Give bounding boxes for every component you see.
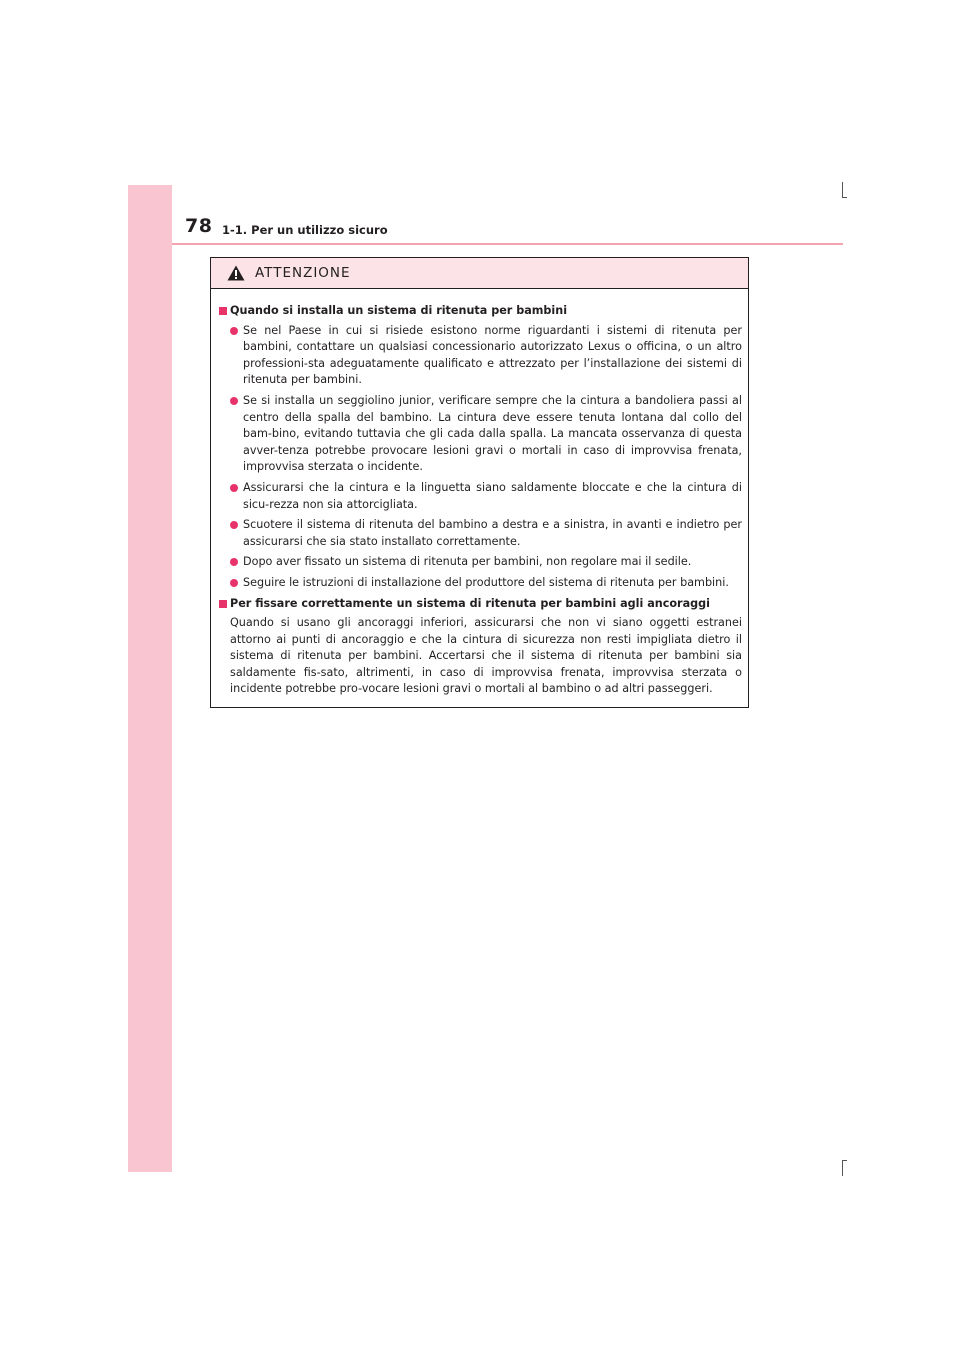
warning-box	[210, 257, 749, 708]
bullet-item: Se nel Paese in cui si risiede esistono norme riguardanti i sistemi di ritenuta per bambini, contattare un qualsiasi concessionario autorizzato Lexus o officina, o un altro professioni-sta adeguatamente qualificato e attrezzato per l’installazione dei sistemi di ritenuta per bambini.	[219, 323, 742, 389]
crop-mark-top-foot	[842, 197, 847, 198]
circle-bullet-icon	[230, 397, 238, 405]
bullet-item: Seguire le istruzioni di installazione del produttore del sistema di ritenuta per bambini.	[219, 575, 742, 592]
circle-bullet-icon	[230, 484, 238, 492]
bullet-item: Scuotere il sistema di ritenuta del bambino a destra e a sinistra, in avanti e indietro per assicurarsi che sia stato installato correttamente.	[219, 517, 742, 550]
warning-title: ATTENZIONE	[255, 265, 351, 281]
bullet-item: Dopo aver fissato un sistema di ritenuta per bambini, non regolare mai il sedile.	[219, 554, 742, 571]
section-title: 1-1. Per un utilizzo sicuro	[222, 223, 388, 237]
warning-triangle-icon	[227, 265, 245, 281]
square-bullet-icon	[219, 600, 227, 608]
crop-mark-bottom-foot	[842, 1160, 847, 1161]
warning-body	[211, 289, 748, 698]
section-paragraph: Quando si usano gli ancoraggi inferiori, assicurarsi che non vi siano oggetti estranei attorno ai punti di ancoraggio e che la cintura di sicurezza non resti impigliata dietro il sistema di ritenuta per bambini. Accertarsi che il sistema di ritenuta per bambini sia saldamente fis-sato, altrimenti, in caso di improvvisa frenata, improvvisa sterzata o incidente potrebbe pro-vocare lesioni gravi o mortali al bambino o ad altri passeggeri.	[230, 616, 742, 696]
circle-bullet-icon	[230, 558, 238, 566]
section-heading: Per fissare correttamente un sistema di ritenuta per bambini agli ancoraggi	[219, 596, 742, 613]
circle-bullet-icon	[230, 521, 238, 529]
circle-bullet-icon	[230, 579, 238, 587]
square-bullet-icon	[219, 307, 227, 315]
circle-bullet-icon	[230, 327, 238, 335]
bullet-item: Assicurarsi che la cintura e la linguetta siano saldamente bloccate e che la cintura di sicu-rezza non sia attorcigliata.	[219, 480, 742, 513]
page-number: 78	[185, 215, 213, 237]
warning-header	[211, 258, 748, 289]
side-tab	[128, 185, 172, 1172]
bullet-item: Se si installa un seggiolino junior, verificare sempre che la cintura a bandoliera passi al centro della spalla del bambino. La cintura deve essere tenuta lontana dal collo del bam-bino, evitando tuttavia che gli cada dalla spalla. La mancata osservanza di questa avver-tenza potrebbe provocare lesioni gravi o mortali in caso di improvvisa frenata, improvvisa sterzata o incidente.	[219, 393, 742, 476]
header-divider	[172, 243, 843, 245]
crop-mark-bottom	[842, 1160, 843, 1176]
crop-mark-top	[842, 182, 843, 198]
section-heading: Quando si installa un sistema di ritenuta per bambini	[219, 303, 742, 320]
